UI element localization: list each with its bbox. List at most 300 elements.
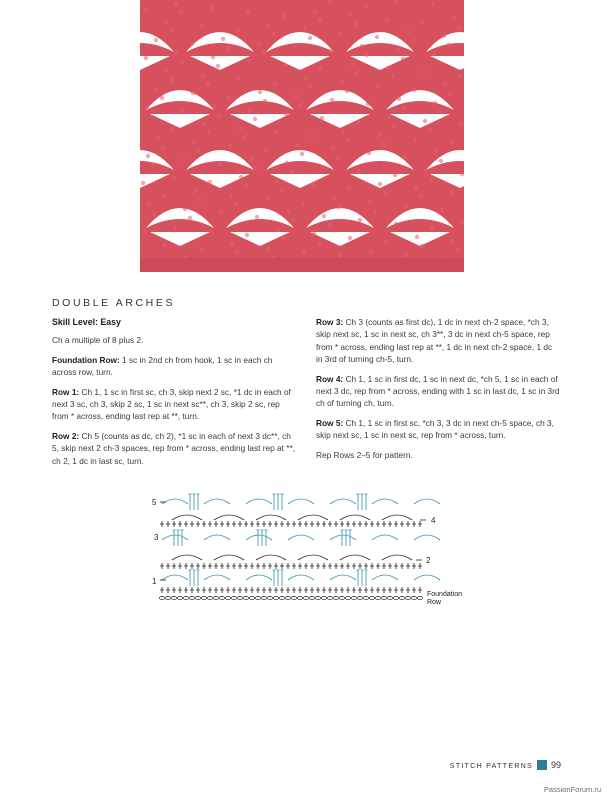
section-square-icon — [537, 760, 547, 770]
yarn-texture — [412, 88, 416, 92]
yarn-texture — [141, 181, 145, 185]
yarn-texture — [396, 48, 400, 52]
yarn-texture — [308, 36, 312, 40]
yarn-texture — [402, 106, 406, 110]
yarn-texture — [146, 154, 150, 158]
yarn-texture — [367, 151, 371, 155]
single-crochet — [232, 587, 236, 593]
single-crochet — [172, 521, 176, 527]
chain-stitch — [243, 596, 248, 599]
chain-stitch — [357, 596, 362, 599]
yarn-texture — [245, 233, 249, 237]
yarn-texture — [391, 75, 395, 79]
yarn-texture — [411, 39, 415, 43]
chain-arch — [204, 535, 230, 540]
chain-arch — [172, 515, 202, 520]
yarn-texture — [309, 85, 313, 89]
yarn-texture — [247, 59, 251, 63]
yarn-texture — [459, 123, 463, 127]
yarn-texture — [209, 229, 213, 233]
chain-arch — [162, 499, 188, 504]
double-crochet — [357, 570, 360, 586]
yarn-texture — [262, 50, 266, 54]
yarn-texture — [450, 190, 454, 194]
yarn-texture — [144, 56, 148, 60]
chain-stitch — [327, 596, 332, 599]
yarn-texture — [354, 22, 358, 26]
double-crochet — [197, 494, 200, 510]
single-crochet — [382, 563, 386, 569]
yarn-texture — [329, 49, 333, 53]
chain-stitch — [375, 596, 380, 599]
yarn-texture — [201, 73, 205, 77]
chain-arch — [330, 575, 356, 580]
single-crochet — [214, 563, 218, 569]
yarn-texture — [438, 110, 442, 114]
chain-stitch — [417, 596, 422, 599]
yarn-texture — [320, 116, 324, 120]
single-crochet — [406, 563, 410, 569]
yarn-texture — [162, 194, 166, 198]
yarn-texture — [181, 109, 185, 113]
chain-arch — [330, 499, 356, 504]
double-crochet — [281, 494, 284, 510]
single-crochet — [298, 563, 302, 569]
chain-arch — [288, 499, 314, 504]
single-crochet — [286, 521, 290, 527]
single-crochet — [400, 587, 404, 593]
yarn-texture — [405, 253, 409, 257]
yarn-texture — [192, 140, 196, 144]
single-crochet — [232, 521, 236, 527]
single-crochet — [310, 521, 314, 527]
yarn-texture — [431, 3, 435, 7]
yarn-texture — [341, 129, 345, 133]
single-crochet — [364, 521, 368, 527]
single-crochet — [178, 521, 182, 527]
yarn-texture — [285, 161, 289, 165]
chain-stitch — [297, 596, 302, 599]
watermark: PassionForum.ru — [543, 785, 601, 794]
chain-stitch — [261, 596, 266, 599]
chain-stitch — [165, 596, 170, 599]
chain-arch — [288, 535, 314, 540]
yarn-texture — [280, 188, 284, 192]
row-number-4: 4 — [431, 516, 436, 525]
yarn-texture — [180, 60, 184, 64]
yarn-texture — [246, 10, 250, 14]
row-2 — [52, 430, 296, 467]
single-crochet — [322, 587, 326, 593]
yarn-texture — [419, 195, 423, 199]
yarn-texture — [300, 152, 304, 156]
yarn-texture — [327, 223, 331, 227]
page-footer — [450, 760, 561, 770]
yarn-texture — [414, 186, 418, 190]
chain-stitch — [249, 596, 254, 599]
single-crochet — [226, 563, 230, 569]
yarn-texture — [236, 28, 240, 32]
yarn-texture — [206, 82, 210, 86]
yarn-texture — [432, 52, 436, 56]
single-crochet — [382, 521, 386, 527]
yarn-texture — [317, 241, 321, 245]
chain-stitch — [255, 596, 260, 599]
row-number-1: 1 — [152, 577, 157, 586]
single-crochet — [328, 587, 332, 593]
single-crochet — [268, 563, 272, 569]
single-crochet — [166, 521, 170, 527]
single-crochet — [196, 587, 200, 593]
yarn-texture — [313, 9, 317, 13]
chain-arch — [382, 515, 412, 520]
double-crochet — [177, 530, 180, 546]
yarn-texture — [356, 120, 360, 124]
single-crochet — [406, 521, 410, 527]
single-crochet — [268, 587, 272, 593]
single-crochet — [166, 587, 170, 593]
yarn-texture — [430, 226, 434, 230]
row-text: Ch 5 (counts as dc, ch 2), *1 sc in each of next 3 dc**, ch 5, skip next 2 ch-3 spaces, rep from * across, ending last rep at **, ch 2, 1 dc in last sc, turn. — [52, 430, 296, 466]
chain-stitch — [333, 596, 338, 599]
chain-arch — [246, 535, 272, 540]
row-1 — [52, 386, 296, 423]
single-crochet — [238, 563, 242, 569]
row-number-3: 3 — [154, 533, 159, 542]
single-crochet — [316, 563, 320, 569]
yarn-texture — [253, 117, 257, 121]
yarn-texture — [434, 150, 438, 154]
row-text: Ch 3 (counts as first dc), 1 dc in next ch-2 space, *ch 3, skip next sc, 1 sc in next sc, ch 3**, 3 dc in next ch-5 space, rep from * across, ending last rep at **, 1 dc in next ch-2 space, 1 dc in 3rd of turning ch-5, turn. — [316, 317, 553, 365]
single-crochet — [208, 521, 212, 527]
yarn-texture — [312, 232, 316, 236]
chain-arch — [246, 575, 272, 580]
single-crochet — [286, 563, 290, 569]
double-crochet — [365, 570, 368, 586]
row-label: Row 4: — [316, 373, 344, 384]
yarn-texture — [170, 78, 174, 82]
yarn-texture — [338, 254, 342, 258]
yarn-texture — [143, 7, 147, 11]
yarn-texture — [336, 156, 340, 160]
yarn-texture — [397, 97, 401, 101]
yarn-texture — [227, 95, 231, 99]
swatch-photo — [140, 0, 464, 272]
row-foundation — [52, 354, 296, 379]
chain-arch — [162, 535, 188, 540]
instructions-right-column — [316, 316, 560, 468]
yarn-texture — [295, 143, 299, 147]
double-crochet — [265, 530, 268, 546]
yarn-texture — [169, 29, 173, 33]
row-text: Ch 1, 1 sc in first sc, ch 3, skip next 2 sc, *1 dc in each of next 3 sc, ch 3, skip 2 sc, 1 sc in next sc**, ch 3, skip 2 sc, rep from * across, ending last rep at **, turn. — [52, 386, 291, 422]
yarn-texture — [163, 243, 167, 247]
single-crochet — [352, 587, 356, 593]
yarn-texture — [226, 46, 230, 50]
yarn-texture — [283, 63, 287, 67]
chain-arch — [372, 535, 398, 540]
yarn-texture — [458, 74, 462, 78]
row-4 — [316, 373, 560, 410]
yarn-texture — [328, 0, 332, 4]
yarn-texture — [208, 180, 212, 184]
single-crochet — [346, 563, 350, 569]
yarn-texture — [319, 67, 323, 71]
single-crochet — [304, 563, 308, 569]
yarn-texture — [460, 172, 464, 176]
single-crochet — [244, 521, 248, 527]
chain-arch — [414, 535, 440, 540]
yarn-texture — [420, 244, 424, 248]
single-crochet — [406, 587, 410, 593]
single-crochet — [232, 563, 236, 569]
yarn-texture — [439, 159, 443, 163]
yarn-texture — [154, 38, 158, 42]
double-crochet — [365, 494, 368, 510]
chain-stitch — [309, 596, 314, 599]
foundation-label-row: Row — [427, 599, 442, 606]
double-crochet — [261, 530, 264, 546]
yarn-texture — [273, 81, 277, 85]
yarn-texture — [188, 216, 192, 220]
single-crochet — [226, 521, 230, 527]
single-crochet — [280, 521, 284, 527]
chain-stitch — [225, 596, 230, 599]
chain-stitch — [339, 596, 344, 599]
section-name: STITCH PATTERNS — [449, 760, 533, 770]
chain-arch — [214, 515, 244, 520]
single-crochet — [310, 587, 314, 593]
single-crochet — [256, 563, 260, 569]
single-crochet — [292, 587, 296, 593]
chain-arch — [172, 555, 202, 560]
yarn-texture — [200, 24, 204, 28]
yarn-texture — [384, 240, 388, 244]
row-number-5: 5 — [152, 498, 157, 507]
yarn-texture — [302, 250, 306, 254]
single-crochet — [358, 563, 362, 569]
yarn-texture — [255, 215, 259, 219]
yarn-texture — [216, 64, 220, 68]
yarn-texture — [403, 155, 407, 159]
yarn-texture — [254, 166, 258, 170]
single-crochet — [202, 587, 206, 593]
yarn-texture — [364, 4, 368, 8]
yarn-texture — [276, 228, 280, 232]
yarn-texture — [387, 115, 391, 119]
single-crochet — [184, 521, 188, 527]
chain-stitch — [321, 596, 326, 599]
yarn-texture — [457, 25, 461, 29]
double-crochet — [277, 494, 280, 510]
yarn-texture — [267, 23, 271, 27]
chain-arch — [330, 535, 356, 540]
single-crochet — [334, 521, 338, 527]
chain-arch — [298, 555, 328, 560]
yarn-texture — [299, 103, 303, 107]
single-crochet — [160, 521, 164, 527]
yarn-texture — [165, 69, 169, 73]
double-crochet — [281, 570, 284, 586]
yarn-texture — [373, 209, 377, 213]
chain-stitch — [219, 596, 224, 599]
yarn-texture — [401, 57, 405, 61]
yarn-texture — [266, 246, 270, 250]
single-crochet — [334, 563, 338, 569]
single-crochet — [292, 563, 296, 569]
yarn-texture — [422, 70, 426, 74]
yarn-texture — [190, 42, 194, 46]
single-crochet — [274, 587, 278, 593]
chain-arch — [288, 575, 314, 580]
single-crochet — [238, 587, 242, 593]
row-3 — [316, 316, 560, 366]
single-crochet — [358, 521, 362, 527]
single-crochet — [262, 587, 266, 593]
single-crochet — [172, 587, 176, 593]
yarn-texture — [228, 144, 232, 148]
double-crochet — [181, 530, 184, 546]
single-crochet — [388, 587, 392, 593]
yarn-texture — [174, 2, 178, 6]
chain-arch — [204, 499, 230, 504]
chain-arch — [246, 499, 272, 504]
chain-stitch — [405, 596, 410, 599]
chain-stitch — [363, 596, 368, 599]
yarn-texture — [413, 137, 417, 141]
yarn-texture — [218, 162, 222, 166]
single-crochet — [322, 521, 326, 527]
single-crochet — [364, 563, 368, 569]
yarn-texture — [310, 134, 314, 138]
double-crochet — [349, 530, 352, 546]
single-crochet — [184, 563, 188, 569]
yarn-texture — [293, 45, 297, 49]
yarn-texture — [357, 169, 361, 173]
double-crochet — [341, 530, 344, 546]
row-label: Row 5: — [316, 417, 344, 428]
single-crochet — [400, 563, 404, 569]
single-crochet — [412, 521, 416, 527]
double-crochet — [345, 530, 348, 546]
yarn-texture — [142, 230, 146, 234]
single-crochet — [244, 563, 248, 569]
single-crochet — [346, 521, 350, 527]
single-crochet — [292, 521, 296, 527]
single-crochet — [208, 587, 212, 593]
yarn-texture — [303, 27, 307, 31]
chain-stitch — [315, 596, 320, 599]
yarn-texture — [202, 122, 206, 126]
yarn-texture — [207, 131, 211, 135]
single-crochet — [262, 563, 266, 569]
yarn-texture — [161, 145, 165, 149]
single-crochet — [214, 521, 218, 527]
single-crochet — [190, 563, 194, 569]
yarn-texture — [191, 91, 195, 95]
chain-stitch — [285, 596, 290, 599]
yarn-texture — [451, 239, 455, 243]
yarn-texture — [248, 108, 252, 112]
single-crochet — [268, 521, 272, 527]
yarn-texture — [347, 187, 351, 191]
yarn-texture — [197, 149, 201, 153]
double-crochet — [361, 570, 364, 586]
yarn-texture — [340, 80, 344, 84]
yarn-texture — [433, 101, 437, 105]
yarn-texture — [249, 157, 253, 161]
single-crochet — [190, 587, 194, 593]
yarn-texture — [221, 37, 225, 41]
single-crochet — [376, 521, 380, 527]
yarn-texture — [456, 248, 460, 252]
chain-arch — [214, 555, 244, 560]
yarn-texture — [238, 126, 242, 130]
yarn-texture — [385, 17, 389, 21]
yarn-texture — [339, 31, 343, 35]
single-crochet — [418, 587, 422, 593]
single-crochet — [376, 563, 380, 569]
single-crochet — [394, 521, 398, 527]
chain-arch — [414, 575, 440, 580]
yarn-texture — [311, 183, 315, 187]
skill-level: Skill Level: Easy — [52, 317, 121, 327]
yarn-texture — [447, 43, 451, 47]
foundation-label: Foundation — [427, 591, 463, 598]
double-crochet — [197, 570, 200, 586]
yarn-texture — [229, 193, 233, 197]
single-crochet — [274, 521, 278, 527]
chain-arch — [372, 499, 398, 504]
chain-arch — [162, 575, 188, 580]
yarn-texture — [321, 165, 325, 169]
yarn-texture — [440, 208, 444, 212]
yarn-texture — [358, 218, 362, 222]
single-crochet — [340, 587, 344, 593]
single-crochet — [304, 587, 308, 593]
yarn-texture — [452, 16, 456, 20]
yarn-texture — [151, 163, 155, 167]
yarn-texture — [383, 191, 387, 195]
stitch-chart-svg — [150, 490, 480, 610]
double-crochet — [357, 494, 360, 510]
yarn-texture — [330, 98, 334, 102]
chain-stitch — [387, 596, 392, 599]
single-crochet — [202, 563, 206, 569]
double-crochet — [193, 570, 196, 586]
yarn-texture — [198, 198, 202, 202]
single-crochet — [352, 563, 356, 569]
yarn-texture — [284, 112, 288, 116]
yarn-texture — [272, 32, 276, 36]
single-crochet — [316, 587, 320, 593]
single-crochet — [400, 521, 404, 527]
yarn-texture — [199, 247, 203, 251]
yarn-texture — [257, 41, 261, 45]
yarn-texture — [304, 76, 308, 80]
yarn-texture — [230, 242, 234, 246]
yarn-texture — [424, 168, 428, 172]
single-crochet — [388, 563, 392, 569]
yarn-texture — [160, 96, 164, 100]
yarn-texture — [421, 21, 425, 25]
single-crochet — [352, 521, 356, 527]
chain-stitch — [303, 596, 308, 599]
yarn-texture — [355, 71, 359, 75]
page-number: 99 — [550, 760, 561, 770]
single-crochet — [208, 563, 212, 569]
single-crochet — [334, 587, 338, 593]
